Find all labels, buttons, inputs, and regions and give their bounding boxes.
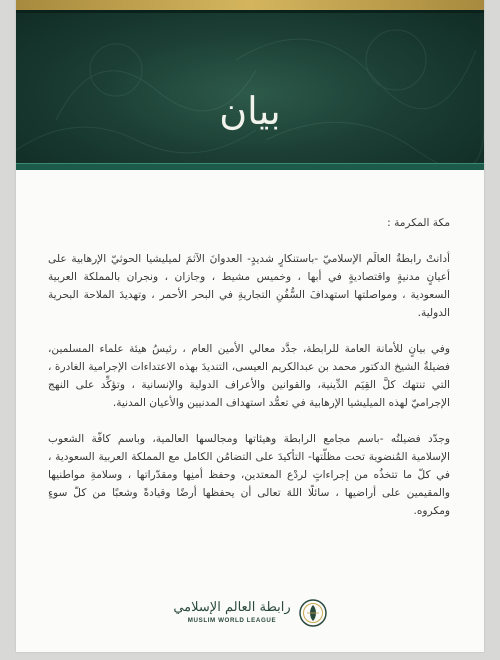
header-bottom-band	[16, 163, 484, 170]
decorative-pattern	[16, 0, 484, 170]
statement-page	[16, 0, 484, 652]
page-title: بيان	[219, 89, 281, 133]
salutation: مكة المكرمة :	[387, 217, 450, 229]
paragraph-3: وجدّد فضيلتُه -باسم مجامع الرابطة وهيئاتها ومجالسها العالمية، وباسم كافّة الشعوب الإسلامية المُنضوية تحت مظلّتها- التأكيدَ على التضامُن الكامل مع المملكة العربية السعودية ، في كلّ ما تتخذُه من إجراءاتٍ لردْع المعتدين، وحفظ أمنِها ومقدّراتها ، وسلامةِ مواطنيها والمقيمين على أراضيها ، سائلًا اللهَ تعالى أن يحفظها أرضًا وقيادةً وشعبًا من كلّ سوءٍ ومكروه.	[48, 433, 450, 517]
mwl-logo	[173, 599, 326, 627]
logo-text	[173, 600, 290, 625]
footer	[16, 596, 484, 627]
logo-arabic-name: رابطة العالم الإسلامي	[173, 600, 291, 615]
paragraph-2: وفي بيانٍ للأمانة العامة للرابطة، جدَّد معالي الأمين العام ، رئيسُ هيئة علماء المسلمين، فضيلةُ الشيخ الدكتور محمد بن عبدالكريم العيسى، التنديدَ بهذه الاعتداءات الإجرامية الغادرة ، التي تنتهك كلَّ القِيَم الدِّينية، والقوانين والأعراف الدولية والإنسانية ، وتؤكِّد على النهج الإجراميّ لهذه الميليشيا الإرهابية في تعمُّد استهداف المدنيين والأعيان المدنية.	[48, 343, 450, 409]
header-banner	[16, 0, 484, 170]
mwl-emblem-icon	[299, 599, 327, 627]
statement-body	[16, 170, 484, 520]
logo-english-name: MUSLIM WORLD LEAGUE	[187, 617, 277, 624]
paragraph-1: أدانتْ رابطةُ العالَم الإسلاميّ -باستنكارٍ شديدٍ- العدوانَ الآثمَ لميليشيا الحوثيّ الإرهابية على أعيانٍ مدنيةٍ واقتصاديةٍ في أبها ، وخميس مشيط ، وجازان ، ونجران بالمملكة العربية السعودية ، ومواصلتها استهدافَ السُّفُنِ التجاريةِ في البحر الأحمر ، وتهديدَ الملاحة البحرية الدولية.	[48, 253, 450, 319]
